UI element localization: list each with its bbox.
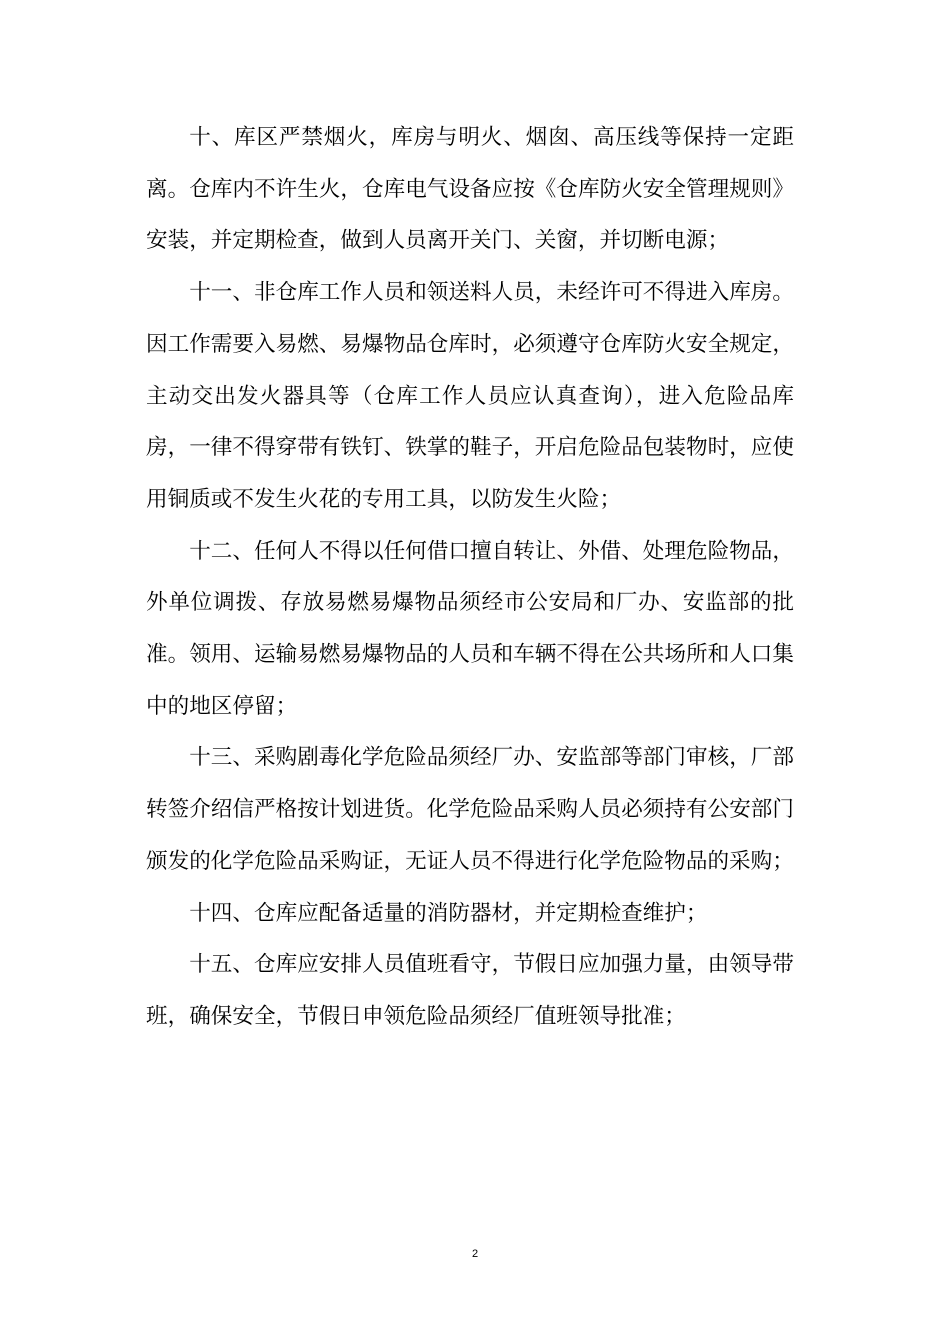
document-body [146, 112, 794, 1043]
paragraph-rule-14: 十四、仓库应配备适量的消防器材，并定期检查维护； [189, 900, 708, 926]
paragraph-rule-13: 十三、采购剧毒化学危险品须经厂办、安监部等部门审核，厂部转签介绍信严格按计划进货。化学危险品采购人员必须持有公安部门颁发的化学危险品采购证，无证人员不得进行化学危险物品的采购； [146, 745, 794, 874]
paragraph-rule-15: 十五、仓库应安排人员值班看守，节假日应加强力量，由领导带班，确保安全，节假日申领危险品须经厂值班领导批准； [146, 952, 794, 1029]
paragraph-rule-11: 十一、非仓库工作人员和领送料人员，未经许可不得进入库房。因工作需要入易燃、易爆物品仓库时，必须遵守仓库防火安全规定，主动交出发火器具等（仓库工作人员应认真查询），进入危险品库房，一律不得穿带有铁钉、铁掌的鞋子，开启危险品包装物时，应使用铜质或不发生火花的专用工具，以防发生火险； [146, 280, 794, 512]
paragraph-rule-12: 十二、任何人不得以任何借口擅自转让、外借、处理危险物品，外单位调拨、存放易燃易爆物品须经市公安局和厂办、安监部的批准。领用、运输易燃易爆物品的人员和车辆不得在公共场所和人口集中的地区停留； [146, 538, 794, 719]
paragraph-rule-10: 十、库区严禁烟火，库房与明火、烟囱、高压线等保持一定距离。仓库内不许生火，仓库电气设备应按《仓库防火安全管理规则》安装，并定期检查，做到人员离开关门、关窗，并切断电源； [146, 125, 794, 254]
page-number: 2 [471, 1248, 479, 1260]
